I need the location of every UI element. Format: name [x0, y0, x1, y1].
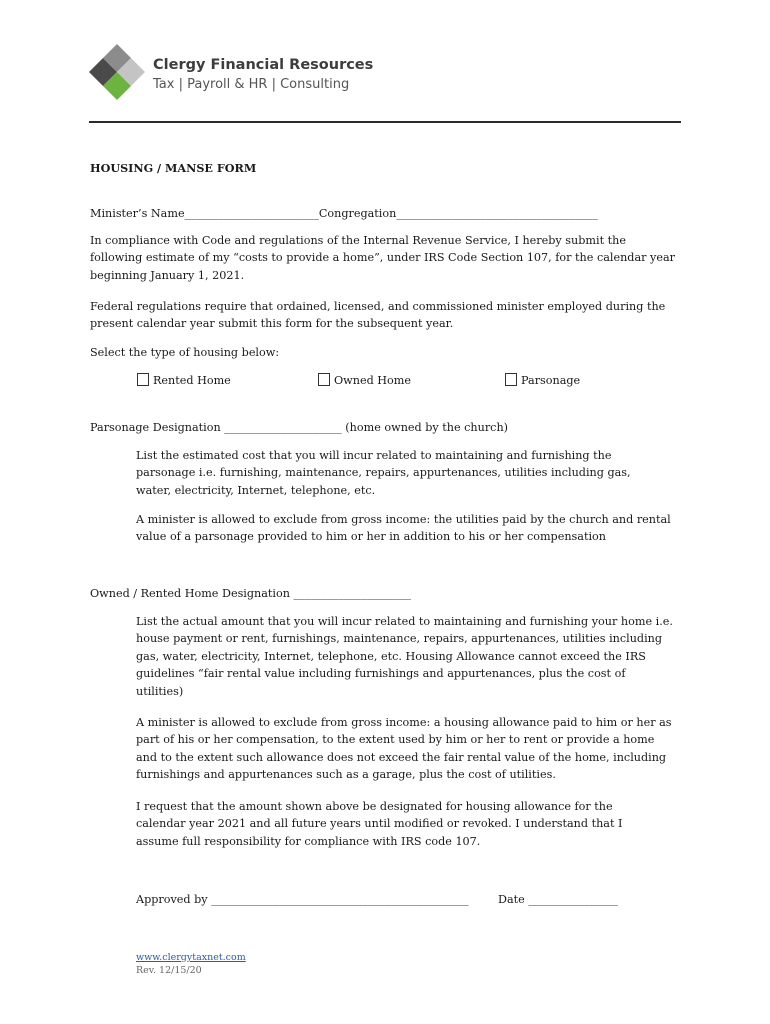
congregation-label: Congregation	[318, 207, 397, 220]
owned-home-checkbox[interactable]	[318, 373, 330, 386]
owned-home-label: Owned Home	[334, 374, 412, 387]
parsonage-designation-note: (home owned by the church)	[345, 421, 509, 434]
header-divider	[89, 121, 681, 123]
housing-prompt: Select the type of housing below:	[90, 346, 280, 359]
designation-request: I request that the amount shown above be designated for housing allowance for the calendar year 2021 and all future years until modified or revoked. I understand that I assume full responsibility for compliance with IRS code 107.	[136, 800, 623, 848]
parsonage-label: Parsonage	[521, 374, 581, 387]
date-label: Date	[498, 893, 525, 906]
rented-home-label: Rented Home	[153, 374, 231, 387]
parsonage-designation-line	[90, 419, 508, 436]
approval-line	[136, 891, 469, 908]
approved-by-label: Approved by	[136, 893, 208, 906]
website-link[interactable]: www.clergytaxnet.com	[136, 952, 246, 963]
option-rented-home[interactable]	[137, 372, 231, 389]
parsonage-instruction: List the estimated cost that you will incur related to maintaining and furnishing the parsonage i.e. furnishing, maintenance, repairs, appurtenances, utilities including gas, water, electricity, Internet, telephone, etc.	[136, 449, 631, 497]
date-field[interactable]: ________________	[528, 893, 618, 906]
owned-rented-designation-line	[90, 585, 411, 602]
company-logo	[89, 44, 389, 108]
website-link-wrap	[136, 950, 246, 964]
parsonage-designation-label: Parsonage Designation	[90, 421, 221, 434]
owned-rented-designation-field[interactable]: _____________________	[293, 587, 411, 600]
minister-name-field[interactable]: ________________________	[184, 207, 319, 220]
option-parsonage[interactable]	[505, 372, 580, 389]
congregation-field[interactable]: ____________________________________	[396, 207, 598, 220]
owned-rented-instruction: List the actual amount that you will incur related to maintaining and furnishing your home i.e. house payment or rent, furnishings, maintenance, repairs, appurtenances, utilities including gas, water, electricity, Internet, telephone, etc. Housing Allowance cannot exceed the IRS guidelines “fair rental value including furnishings and appurtenances, plus the cost of utilities)	[136, 615, 673, 698]
parsonage-designation-field[interactable]: _____________________	[224, 421, 342, 434]
parsonage-checkbox[interactable]	[505, 373, 517, 386]
minister-name-line	[90, 205, 598, 222]
form-title: HOUSING / MANSE FORM	[90, 161, 257, 175]
company-name: Clergy Financial Resources	[153, 57, 374, 73]
revision-wrap	[136, 963, 202, 977]
date-line	[498, 891, 618, 908]
regulations-paragraph: Federal regulations require that ordained, licensed, and commissioned minister employed during the present calendar year submit this form for the subsequent year.	[90, 300, 666, 331]
parsonage-exclusion: A minister is allowed to exclude from gross income: the utilities paid by the church and rental value of a parsonage provided to him or her in addition to his or her compensation	[136, 513, 671, 544]
minister-name-label: Minister’s Name	[90, 207, 185, 220]
rented-home-checkbox[interactable]	[137, 373, 149, 386]
company-tagline: Tax | Payroll & HR | Consulting	[153, 77, 350, 92]
revision-date: Rev. 12/15/20	[136, 965, 202, 976]
approved-by-field[interactable]: ______________________________________________	[211, 893, 469, 906]
owned-rented-exclusion: A minister is allowed to exclude from gross income: a housing allowance paid to him or her as part of his or her compensation, to the extent used by him or her to rent or provide a home and to the extent such allowance does not exceed the fair rental value of the home, including furnishings and appurtenances such as a garage, plus the cost of utilities.	[136, 716, 672, 782]
owned-rented-designation-label: Owned / Rented Home Designation	[90, 587, 290, 600]
compliance-paragraph: In compliance with Code and regulations of the Internal Revenue Service, I hereby submit the following estimate of my “costs to provide a home”, under IRS Code Section 107, for the calendar year beginning January 1, 2021.	[90, 234, 675, 282]
logo-diamond-icon	[89, 44, 151, 108]
option-owned-home[interactable]	[318, 372, 411, 389]
